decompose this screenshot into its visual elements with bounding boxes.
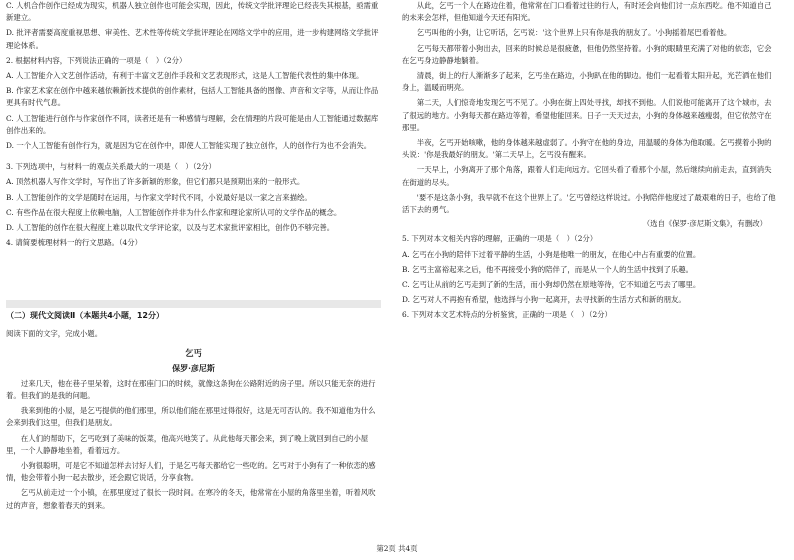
story-paragraph: 小狗很聪明，可是它不知道怎样去讨好人们，于是乞丐每天都给它一些吃的。乞丐对于小狗有了一种依恋的感情，他会带着小狗一起去散步，还会跟它说话，分享食物。 [6, 461, 376, 483]
instruction: 阅读下面的文字，完成小题。 [6, 329, 103, 339]
story-paragraph: 过来几天，他在巷子里呆着，这时在那座门口的时候，就像这条狗在公路附近的房子里。所以只能无奈的进行着。但我们的是我的问题。 [6, 378, 376, 401]
question-2: 2. 根据材料内容，下列说法正确的一项是（ ）（2分） [6, 55, 187, 65]
story-paragraph: 清晨，街上的行人渐渐多了起来，乞丐坐在路边，小狗趴在他的脚边。他们一起看着太阳升起，光芒洒在他们身上，温暖而明亮。 [402, 71, 772, 93]
option-c: C. 有些作品在很大程度上依赖电脑，人工智能创作并非为什么作家和理论家所认可的文学作品的概念。 [6, 207, 342, 217]
story-paragraph: 从此，乞丐一个人在路边住着，他常常在门口看着过往的行人，有时还会向他们讨一点东西吃。他不知道自己的未来会怎样，但他知道今天还有阳光。 [402, 1, 772, 23]
story-paragraph: 一天早上，小狗离开了那个角落，跟着人们走向远方。它回头看了看那个小屋，然后继续向前走去，直到消失在街道的尽头。 [402, 165, 772, 187]
story-paragraph: 半夜，乞丐开始咳嗽，他的身体越来越虚弱了。小狗守在他的身边，用温暖的身体为他取暖。乞丐摸着小狗的头说：'你是我最好的朋友。'第二天早上，乞丐没有醒来。 [402, 138, 772, 160]
story-paragraph: '要不是这条小狗，我早就不在这个世界上了。'乞丐曾经这样说过。小狗陪伴他度过了最艰难的日子，也给了他活下去的勇气。 [402, 192, 776, 215]
option-c: C. 人工智能进行创作与作家创作不同，读者还是有一种感情与理解，会在情理的片段可能是由人工智能通过数据库创作出来的。 [6, 113, 379, 135]
option-a: A. 顶然机器人写作文学时，写作出了许多新颖的形象，但它们都只是预期出来的一般形式。 [6, 177, 305, 187]
story-author: 保罗·彦尼斯 [172, 362, 215, 373]
option-d: D. 乞丐对人不再抱有希望，他选择与小狗一起离开，去寻找新的生活方式和新的朋友。 [402, 295, 686, 305]
story-paragraph: 乞丐叫他的小狗，让它听话，乞丐说：'这个世界上只有你是我的朋友了。'小狗摇着尾巴看着他。 [416, 28, 732, 38]
story-paragraph: 我来到他的小屋，是乞丐提供的他们那里，所以他们能在那里过得很好，这是无可否认的。我不知道他为什么会来到我们这里，但我们是朋友。 [6, 406, 376, 428]
story-title: 乞丐 [185, 348, 202, 359]
question-5: 5. 下列对本文相关内容的理解，正确的一项是（ ）（2分） [402, 234, 598, 244]
story-paragraph: 乞丐每天都带着小狗出去，回来的时候总是很疲惫，但他仍然坚持着。小狗的眼睛里充满了对他的依恋，它会在乞丐身边静静地躺着。 [402, 43, 772, 65]
page-footer: 第2页 共4页 [376, 544, 418, 553]
story-paragraph: 第二天，人们惊奇地发现乞丐不见了。小狗在街上四处寻找，却找不到他。人们说他可能离开了这个城市，去了很远的地方。小狗每天都在路边等着，希望他能回来。日子一天天过去，小狗的身体越来越瘦弱，但它依然守在那里。 [402, 98, 772, 132]
section-heading: （二）现代文阅读Ⅱ（本题共4小题，12分） [6, 311, 164, 320]
left-column [6, 0, 381, 249]
option-c: C. 乞丐让从前的乞丐走到了新的生活，而小狗却仍然在原地等待，它不知道乞丐去了哪里。 [402, 280, 701, 290]
right-column [402, 0, 777, 322]
question-3: 3. 下列选项中，与材料一的观点关系最大的一项是（ ）（2分） [6, 162, 216, 172]
question-4: 4. 请简要梳理材料一的行文思路。（4分） [6, 238, 143, 248]
story-source: （选自《保罗·彦尼斯文集》，有删改） [642, 219, 767, 229]
question-6: 6. 下列对本文艺术特点的分析鉴赏，正确的一项是（ ）（2分） [402, 310, 612, 320]
story-paragraph: 在人们的帮助下，乞丐吃到了美味的饭菜，他高兴地笑了。从此他每天都会来，到了晚上就回到自己的小屋里，一个人静静地坐着，看着远方。 [6, 433, 369, 455]
option-a: A. 乞丐在小狗的陪伴下过着平静的生活，小狗是他唯一的朋友，在他心中占有重要的位置。 [402, 249, 701, 259]
story-paragraph: 乞丐从前走过一个小镇，在那里度过了很长一段时间。在寒冷的冬天，他常常在小屋的角落里坐着，听着风吹过的声音，想象着春天的到来。 [6, 488, 376, 510]
option-d: D. 人工智能的创作在很大程度上难以取代文学评论家，以及与艺术家批评家相比，创作仍不够完善。 [6, 223, 335, 233]
option-b: B. 乞丐主富裕起来之后，他不再接受小狗的陪伴了，而是从一个人的生活中找到了乐趣。 [402, 264, 693, 274]
text-line: D. 批评者需要高度重视思想、审美性、艺术性等传统文学批评理论在网络文学中的应用，进一步构建网络文学批评理论体系。 [6, 28, 379, 50]
text-line: C. 人机合作创作已经成为现实，机器人独立创作也可能会实现，因此，传统文学批评理论已经丧失其根基，亟需重新建立。 [6, 1, 379, 23]
option-b: B. 作家艺术家在创作中越来越依赖新技术提供的创作素材，包括人工智能具备的图像、声音和文字等，从而让作品更具有时代气息。 [6, 86, 379, 108]
section-two [6, 296, 381, 512]
option-d: D. 一个人工智能有创作行为，就是因为它在创作中，即使人工智能实现了独立创作，人的创作行为也不会消失。 [6, 141, 372, 151]
option-a: A. 人工智能介入文艺创作活动，有利于丰富文艺创作手段和文艺表现形式，这是人工智能代表性的集中体现。 [6, 71, 364, 81]
option-b: B. 人工智能创作的文学是随时在运用，与作家文学时代不同，小说最好是以一家之言来描绘。 [6, 192, 312, 202]
